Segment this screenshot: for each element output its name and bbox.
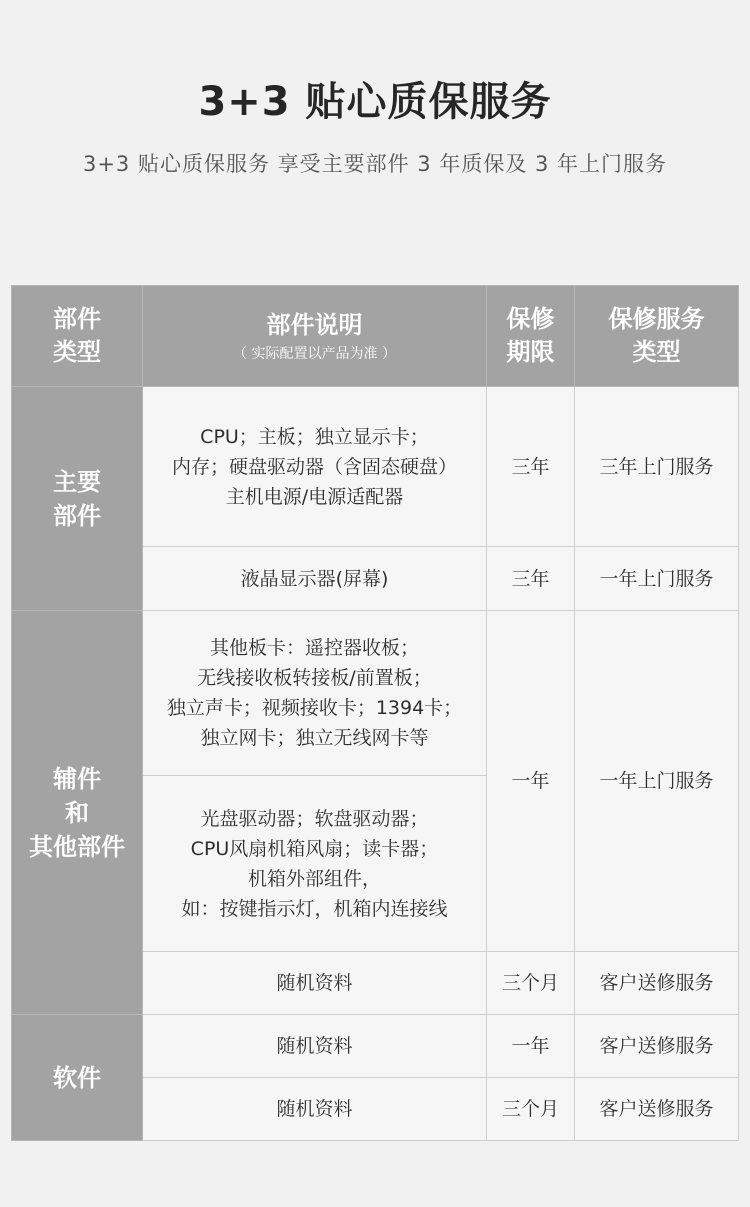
description-line: 独立声卡；视频接收卡；1394卡； (166, 697, 463, 719)
part-description (143, 611, 487, 776)
header-description-label: 部件说明 (266, 310, 363, 339)
service-type: 客户送修服务 (575, 1078, 739, 1141)
part-description (143, 1015, 487, 1078)
description-line: 光盘驱动器；软盘驱动器； (200, 807, 429, 830)
group-accessories (12, 611, 143, 1015)
header-part-type (12, 286, 143, 387)
header-part-type-line: 类型 (53, 338, 101, 366)
warranty-period: 一年 (487, 1015, 575, 1078)
header-part-description (143, 286, 487, 387)
description-line: 随机资料 (276, 1035, 353, 1057)
group-label-line: 软件 (53, 1063, 101, 1092)
warranty-period: 三个月 (487, 952, 575, 1015)
warranty-period: 三年 (487, 547, 575, 611)
warranty-period: 一年 (487, 611, 575, 952)
description-line: 液晶显示器(屏幕) (240, 567, 389, 590)
description-line: 内存；硬盘驱动器（含固态硬盘） (171, 455, 457, 478)
warranty-table (11, 285, 739, 1141)
service-type: 客户送修服务 (575, 952, 739, 1015)
header-service-line: 类型 (632, 338, 681, 366)
table-header-row (12, 286, 739, 387)
description-line: 其他板卡：遥控器收板； (209, 637, 419, 659)
service-type: 一年上门服务 (575, 611, 739, 952)
header-service-line: 保修服务 (608, 305, 705, 333)
description-line: 随机资料 (276, 972, 353, 994)
service-type: 客户送修服务 (575, 1015, 739, 1078)
table-row (12, 611, 739, 776)
description-line: 如：按键指示灯，机箱内连接线 (181, 897, 448, 920)
part-description (143, 387, 487, 547)
header-part-type-line: 部件 (53, 305, 101, 333)
description-line: CPU风扇机箱风扇；读卡器； (190, 837, 439, 860)
part-description (143, 547, 487, 611)
header-warranty-period (487, 286, 575, 387)
group-main-parts (12, 387, 143, 611)
group-label-line: 其他部件 (29, 832, 125, 861)
service-type: 三年上门服务 (575, 387, 739, 547)
part-description (143, 1078, 487, 1141)
page-title: 3+3 贴心质保服务 (198, 79, 552, 125)
description-line: 机箱外部组件， (247, 867, 381, 890)
warranty-period: 三年 (487, 387, 575, 547)
page-subtitle: 3+3 贴心质保服务 享受主要部件 3 年质保及 3 年上门服务 (82, 152, 668, 176)
table-row (12, 1015, 739, 1078)
group-software (12, 1015, 143, 1141)
part-description (143, 776, 487, 952)
description-line: 独立网卡；独立无线网卡等 (200, 727, 429, 749)
table-row (12, 387, 739, 547)
group-label-line: 部件 (53, 501, 101, 530)
part-description (143, 952, 487, 1015)
header-period-line: 期限 (506, 338, 555, 366)
group-label-line: 和 (65, 798, 89, 827)
description-line: 无线接收板转接板/前置板； (197, 667, 432, 689)
group-label-line: 主要 (53, 467, 101, 496)
group-label-line: 辅件 (53, 764, 101, 793)
description-line: CPU；主板；独立显示卡； (200, 425, 429, 448)
warranty-period: 三个月 (487, 1078, 575, 1141)
service-type: 一年上门服务 (575, 547, 739, 611)
header-period-line: 保修 (506, 305, 555, 333)
description-line: 随机资料 (276, 1098, 353, 1120)
description-line: 主机电源/电源适配器 (225, 485, 404, 508)
header-description-note: （ 实际配置以产品为准 ） (233, 345, 396, 362)
header-service-type (575, 286, 739, 387)
